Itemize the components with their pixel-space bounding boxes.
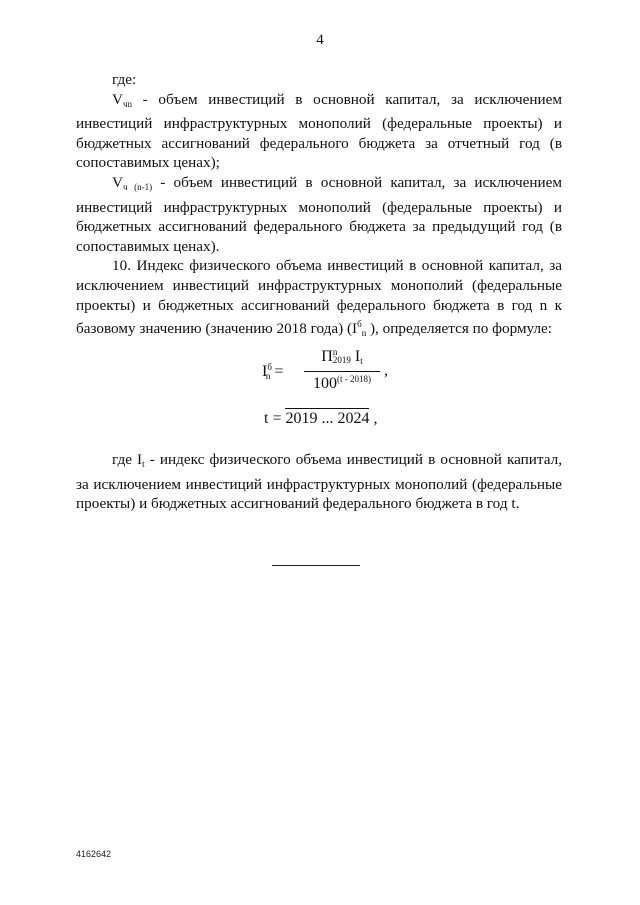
item-10-symbol-I: I	[352, 320, 358, 338]
formula-equals: =	[270, 363, 284, 380]
item-10-symbol-sub: n	[361, 328, 367, 339]
v-current-text: - объем инвестиций в основной капитал, за исключением инвестиций инфраструктурных монополий (федеральные проекты) и бюджетных ассигнований федерального бюджета за отчетный год (в сопоставимых ценах);	[76, 90, 562, 172]
v-previous-subscript: ч (n-1)	[122, 181, 153, 192]
formula-lhs-sup: б	[267, 362, 272, 372]
formula-range-trailing: ,	[369, 410, 378, 427]
definitions-block	[76, 70, 562, 344]
v-current-subscript: чn	[122, 98, 132, 109]
formula-num-I-sub: t	[360, 356, 363, 366]
item-10-symbol-sup: б	[357, 319, 362, 330]
closing-paragraph	[76, 450, 562, 514]
definition-v-current	[76, 90, 562, 173]
page-number: 4	[316, 32, 324, 48]
formula-num-P-sub: 2019	[332, 355, 351, 365]
end-rule	[272, 565, 360, 566]
formula-den-exp: (t - 2018)	[337, 374, 371, 384]
formula-range-lhs: t =	[264, 410, 286, 427]
v-current-symbol: V	[112, 90, 123, 108]
formula-num-P-scripts	[333, 348, 351, 364]
formula-lhs	[262, 362, 283, 381]
formula-range	[264, 410, 377, 428]
item-10-paragraph	[76, 256, 562, 343]
formula-denominator	[304, 374, 380, 393]
definition-v-previous	[76, 173, 562, 256]
formula-trailing-comma: ,	[384, 362, 388, 379]
where-label: где:	[112, 71, 137, 88]
formula-num-P-sup: n	[332, 347, 338, 357]
formula-fraction	[304, 348, 380, 393]
formula-lhs-I: I	[262, 363, 268, 380]
formula-lhs-sub: n	[265, 371, 271, 381]
closing-text: - индекс физического объема инвестиций в основной капитал, за исключением инвестиций инфраструктурных монополий (федеральные проекты) и бюджетных ассигнований федерального бюджета в год t.	[76, 451, 562, 513]
formula-den-base: 100	[313, 375, 337, 392]
formula-range-value: 2019 ... 2024	[285, 410, 370, 427]
footer-code: 4162642	[76, 849, 112, 859]
closing-prefix-sub: t	[142, 459, 145, 469]
formula-fraction-bar	[304, 371, 380, 372]
item-10-text-before: 10. Индекс физического объема инвестиций в основной капитал, за исключением инвестиций инфраструктурных монополий (федеральные проекты) и бюджетных ассигнований федерального бюджета в год n к базовому значению (значению 2018 года) (	[76, 257, 562, 338]
item-10-text-after: ), определяется по формуле:	[366, 320, 553, 338]
formula-numerator	[304, 348, 380, 370]
formula-num-I: I	[350, 348, 361, 365]
closing-prefix: где I	[112, 451, 143, 468]
v-previous-text: - объем инвестиций в основной капитал, за исключением инвестиций инфраструктурных монополий (федеральные проекты) и бюджетных ассигнований федерального бюджета за предыдущий год (в сопоставимых ценах).	[76, 173, 563, 255]
v-previous-symbol: V	[112, 173, 123, 191]
formula-num-P: П	[321, 348, 333, 365]
closing-block	[76, 450, 562, 514]
